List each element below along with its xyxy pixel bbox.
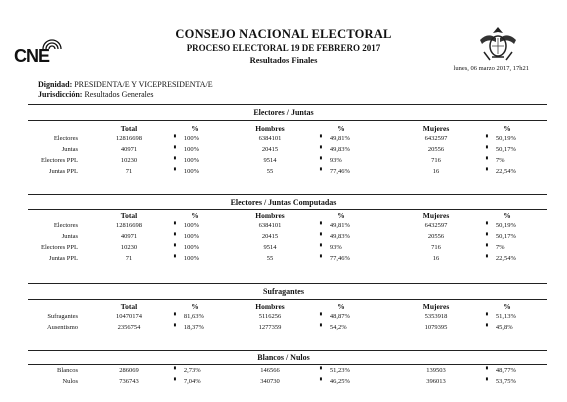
cell-hombres: 146566	[260, 367, 280, 374]
jurisdiccion-label: Jurisdicción:	[38, 90, 83, 99]
section-rule	[28, 283, 547, 284]
cell-total: 12816698	[116, 222, 142, 229]
cell-mujeres: 396013	[426, 378, 446, 385]
table-row	[0, 157, 567, 168]
row-label: Juntas	[61, 146, 78, 153]
section-rule	[28, 194, 547, 195]
cell-pct: ▘ 81,63%	[174, 313, 204, 320]
row-label: Juntas	[61, 233, 78, 240]
section-table	[0, 302, 567, 335]
cell-pct: ▘ 77,46%	[320, 255, 350, 262]
cell-hombres: 9514	[263, 244, 277, 251]
section-title: Electores / Juntas	[253, 108, 314, 117]
cell-hombres: 6384101	[258, 135, 282, 142]
cell-hombres: 1277359	[258, 324, 282, 331]
cell-pct: ▘ 46,25%	[320, 378, 350, 385]
cell-hombres: 20415	[261, 146, 279, 153]
col-header-mujeres: Mujeres	[422, 124, 450, 133]
cell-pct: ▘ 100%	[174, 146, 200, 153]
table-row	[0, 135, 567, 146]
row-label: Ausentismo	[46, 324, 78, 331]
section-rule	[28, 299, 547, 300]
section-title: Electores / Juntas Computadas	[230, 198, 337, 207]
cell-pct: ▘ 77,46%	[320, 168, 350, 175]
cell-hombres: 20415	[261, 233, 279, 240]
jurisdiccion-line	[38, 90, 154, 99]
results-label: Resultados Finales	[249, 55, 318, 65]
cell-pct: ▘ 49,83%	[320, 146, 350, 153]
table-row	[0, 168, 567, 179]
cell-mujeres: 6432597	[424, 222, 448, 229]
cell-total: 10230	[120, 157, 138, 164]
cell-pct: ▘ 22,54%	[486, 255, 516, 262]
table-row	[0, 324, 567, 335]
cell-pct: ▘ 2,73%	[174, 367, 201, 374]
section-title: Sufragantes	[263, 287, 304, 296]
cell-mujeres: 5353918	[424, 313, 448, 320]
col-header-pct: %	[337, 302, 345, 311]
col-header-total: Total	[120, 211, 138, 220]
table-header-row	[0, 211, 567, 222]
cell-total: 736743	[119, 378, 139, 385]
cell-mujeres: 716	[431, 244, 441, 251]
jurisdiccion-value: Resultados Generales	[84, 90, 154, 99]
cell-pct: ▘ 7%	[486, 244, 505, 251]
cell-hombres: 55	[266, 255, 274, 262]
col-header-hombres: Hombres	[255, 302, 285, 311]
cell-pct: ▘ 100%	[174, 168, 200, 175]
cell-hombres: 55	[266, 168, 274, 175]
cell-pct: ▘ 49,83%	[320, 233, 350, 240]
table-header-row	[0, 124, 567, 135]
row-label: Juntas PPL	[48, 168, 78, 175]
cell-pct: ▘ 53,75%	[486, 378, 516, 385]
cell-total: 71	[125, 168, 133, 175]
cell-pct: ▘ 18,37%	[174, 324, 204, 331]
cell-pct: ▘ 48,77%	[486, 367, 516, 374]
table-row	[0, 255, 567, 266]
cell-total: 2356754	[117, 324, 141, 331]
col-header-hombres: Hombres	[255, 124, 285, 133]
row-label: Juntas PPL	[48, 255, 78, 262]
table-row	[0, 313, 567, 324]
cell-pct: ▘ 48,87%	[320, 313, 350, 320]
cell-total: 10470174	[116, 313, 142, 320]
row-label: Blancos	[57, 367, 78, 374]
cell-pct: ▘ 100%	[174, 222, 200, 229]
cell-pct: ▘ 51,13%	[486, 313, 516, 320]
cell-mujeres: 20556	[427, 233, 445, 240]
section-rule	[28, 350, 547, 351]
table-row	[0, 146, 567, 157]
col-header-mujeres: Mujeres	[422, 302, 450, 311]
table-header-row	[0, 302, 567, 313]
col-header-pct: %	[503, 124, 511, 133]
dignidad-value: PRESIDENTA/E Y VICEPRESIDENTA/E	[74, 80, 213, 89]
dignidad-label: Dignidad:	[38, 80, 73, 89]
cell-pct: ▘ 100%	[174, 244, 200, 251]
col-header-pct: %	[191, 302, 199, 311]
table-row	[0, 222, 567, 233]
table-row	[0, 378, 567, 389]
cell-pct: ▘ 51,23%	[320, 367, 350, 374]
cell-pct: ▘ 50,17%	[486, 146, 516, 153]
dignidad-line	[38, 80, 213, 89]
cell-pct: ▘ 100%	[174, 135, 200, 142]
cell-total: 40971	[120, 233, 138, 240]
cell-mujeres: 20556	[427, 146, 445, 153]
cell-mujeres: 16	[432, 168, 440, 175]
section-rule	[28, 120, 547, 121]
col-header-pct: %	[191, 124, 199, 133]
section-table	[0, 211, 567, 266]
col-header-pct: %	[503, 211, 511, 220]
cell-pct: ▘ 100%	[174, 157, 200, 164]
cell-pct: ▘ 50,17%	[486, 233, 516, 240]
section-rule	[28, 209, 547, 210]
cell-mujeres: 16	[432, 255, 440, 262]
cell-total: 286069	[119, 367, 139, 374]
section-rule	[28, 364, 547, 365]
cell-mujeres: 1079395	[424, 324, 448, 331]
cell-pct: ▘ 7%	[486, 157, 505, 164]
cell-total: 12816698	[116, 135, 142, 142]
cell-mujeres: 139503	[426, 367, 446, 374]
table-row	[0, 233, 567, 244]
cell-pct: ▘ 100%	[174, 233, 200, 240]
cell-pct: ▘ 49,81%	[320, 222, 350, 229]
cell-pct: ▘ 50,19%	[486, 222, 516, 229]
col-header-pct: %	[503, 302, 511, 311]
cell-pct: ▘ 49,81%	[320, 135, 350, 142]
col-header-pct: %	[337, 124, 345, 133]
report-date: lunes, 06 marzo 2017, 17h21	[453, 65, 529, 72]
col-header-total: Total	[120, 124, 138, 133]
cell-pct: ▘ 54,2%	[320, 324, 347, 331]
cell-total: 71	[125, 255, 133, 262]
cell-hombres: 6384101	[258, 222, 282, 229]
cell-mujeres: 6432597	[424, 135, 448, 142]
cell-pct: ▘ 7,04%	[174, 378, 201, 385]
row-label: Electores PPL	[40, 157, 78, 164]
table-row	[0, 244, 567, 255]
row-label: Electores	[53, 222, 78, 229]
cell-mujeres: 716	[431, 157, 441, 164]
row-label: Electores	[53, 135, 78, 142]
section-table	[0, 124, 567, 179]
section-rule	[28, 104, 547, 105]
col-header-total: Total	[120, 302, 138, 311]
col-header-mujeres: Mujeres	[422, 211, 450, 220]
cell-pct: ▘ 93%	[320, 244, 342, 251]
logo-text: CNE	[14, 46, 50, 66]
col-header-pct: %	[191, 211, 199, 220]
cell-hombres: 340730	[260, 378, 280, 385]
col-header-hombres: Hombres	[255, 211, 285, 220]
cell-hombres: 5116256	[258, 313, 282, 320]
section-title: Blancos / Nulos	[257, 353, 310, 362]
cell-total: 10230	[120, 244, 138, 251]
row-label: Sufragantes	[47, 313, 78, 320]
cell-pct: ▘ 93%	[320, 157, 342, 164]
cell-pct: ▘ 22,54%	[486, 168, 516, 175]
col-header-pct: %	[337, 211, 345, 220]
report-title: CONSEJO NACIONAL ELECTORAL	[175, 27, 392, 41]
cell-pct: ▘ 50,19%	[486, 135, 516, 142]
cell-pct: ▘ 100%	[174, 255, 200, 262]
cell-pct: ▘ 45,8%	[486, 324, 513, 331]
section-table	[0, 367, 567, 389]
report-subtitle: PROCESO ELECTORAL 19 DE FEBRERO 2017	[186, 43, 381, 53]
row-label: Electores PPL	[40, 244, 78, 251]
cell-total: 40971	[120, 146, 138, 153]
cell-hombres: 9514	[263, 157, 277, 164]
table-row	[0, 367, 567, 378]
row-label: Nulos	[62, 378, 78, 385]
